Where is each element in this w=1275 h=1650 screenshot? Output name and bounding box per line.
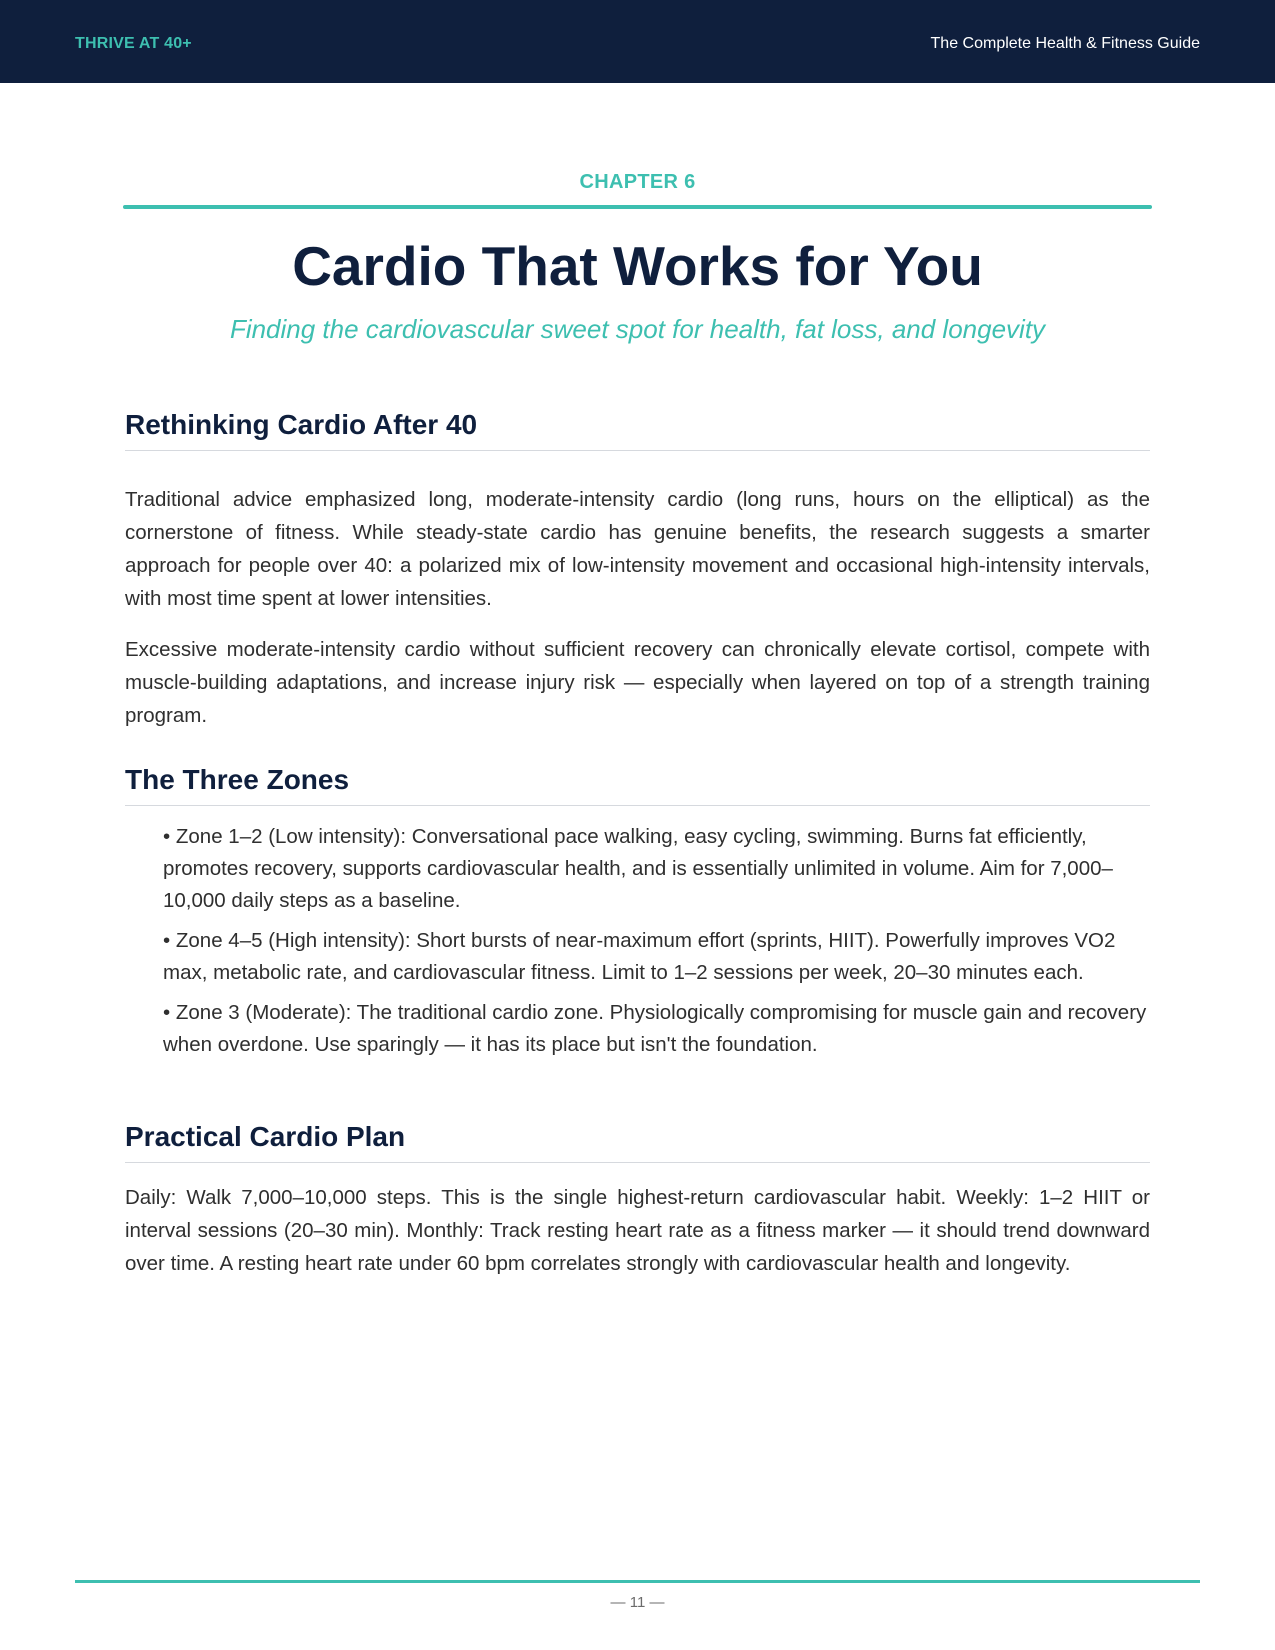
footer-divider <box>75 1580 1200 1583</box>
section-heading-rethinking-cardio: Rethinking Cardio After 40 <box>125 408 1150 451</box>
list-item-zone-4-5: • Zone 4–5 (High intensity): Short bursts of near-maximum effort (sprints, HIIT). Powerfully improves VO2 max, metabolic rate, and cardiovascular fitness. Limit to 1–2 sessions per week, 20–30 minutes each. <box>163 929 1116 984</box>
page-number: — 11 — <box>610 1594 665 1611</box>
chapter-label: CHAPTER 6 <box>579 171 696 193</box>
list-item-zone-3: • Zone 3 (Moderate): The traditional cardio zone. Physiologically compromising for muscle gain and recovery when overdone. Use sparingly — it has its place but isn't the foundation. <box>163 1001 1147 1056</box>
section-heading-three-zones: The Three Zones <box>125 763 1150 806</box>
section-heading-practical-plan: Practical Cardio Plan <box>125 1120 1150 1163</box>
chapter-subtitle: Finding the cardiovascular sweet spot for health, fat loss, and longevity <box>229 314 1046 344</box>
page-header-bar <box>0 0 1275 83</box>
chapter-divider <box>123 205 1152 209</box>
zones-list <box>163 821 1150 1069</box>
paragraph-traditional-advice: Traditional advice emphasized long, moderate-intensity cardio (long runs, hours on the elliptical) as the cornerstone of fitness. While steady-state cardio has genuine benefits, the research suggests a smarter approach for people over 40: a polarized mix of low-intensity movement and occasional high-intensity intervals, with most time spent at lower intensities. <box>125 488 1150 610</box>
chapter-title: Cardio That Works for You <box>292 235 983 297</box>
guide-title: The Complete Health & Fitness Guide <box>930 35 1200 52</box>
brand-name: THRIVE AT 40+ <box>75 35 192 52</box>
list-item-zone-1-2: • Zone 1–2 (Low intensity): Conversational pace walking, easy cycling, swimming. Burns fat efficiently, promotes recovery, supports cardiovascular health, and is essentially unlimited in volume. Aim for 7,000–10,000 daily steps as a baseline. <box>163 825 1113 912</box>
paragraph-practical-plan: Daily: Walk 7,000–10,000 steps. This is the single highest-return cardiovascular habit. Weekly: 1–2 HIIT or interval sessions (20–30 min). Monthly: Track resting heart rate as a fitness marker — it should trend downward over time. A resting heart rate under 60 bpm correlates strongly with cardiovascular health and longevity. <box>125 1186 1150 1275</box>
paragraph-excessive-cardio: Excessive moderate-intensity cardio without sufficient recovery can chronically elevate cortisol, compete with muscle-building adaptations, and increase injury risk — especially when layered on top of a strength training program. <box>125 638 1150 727</box>
